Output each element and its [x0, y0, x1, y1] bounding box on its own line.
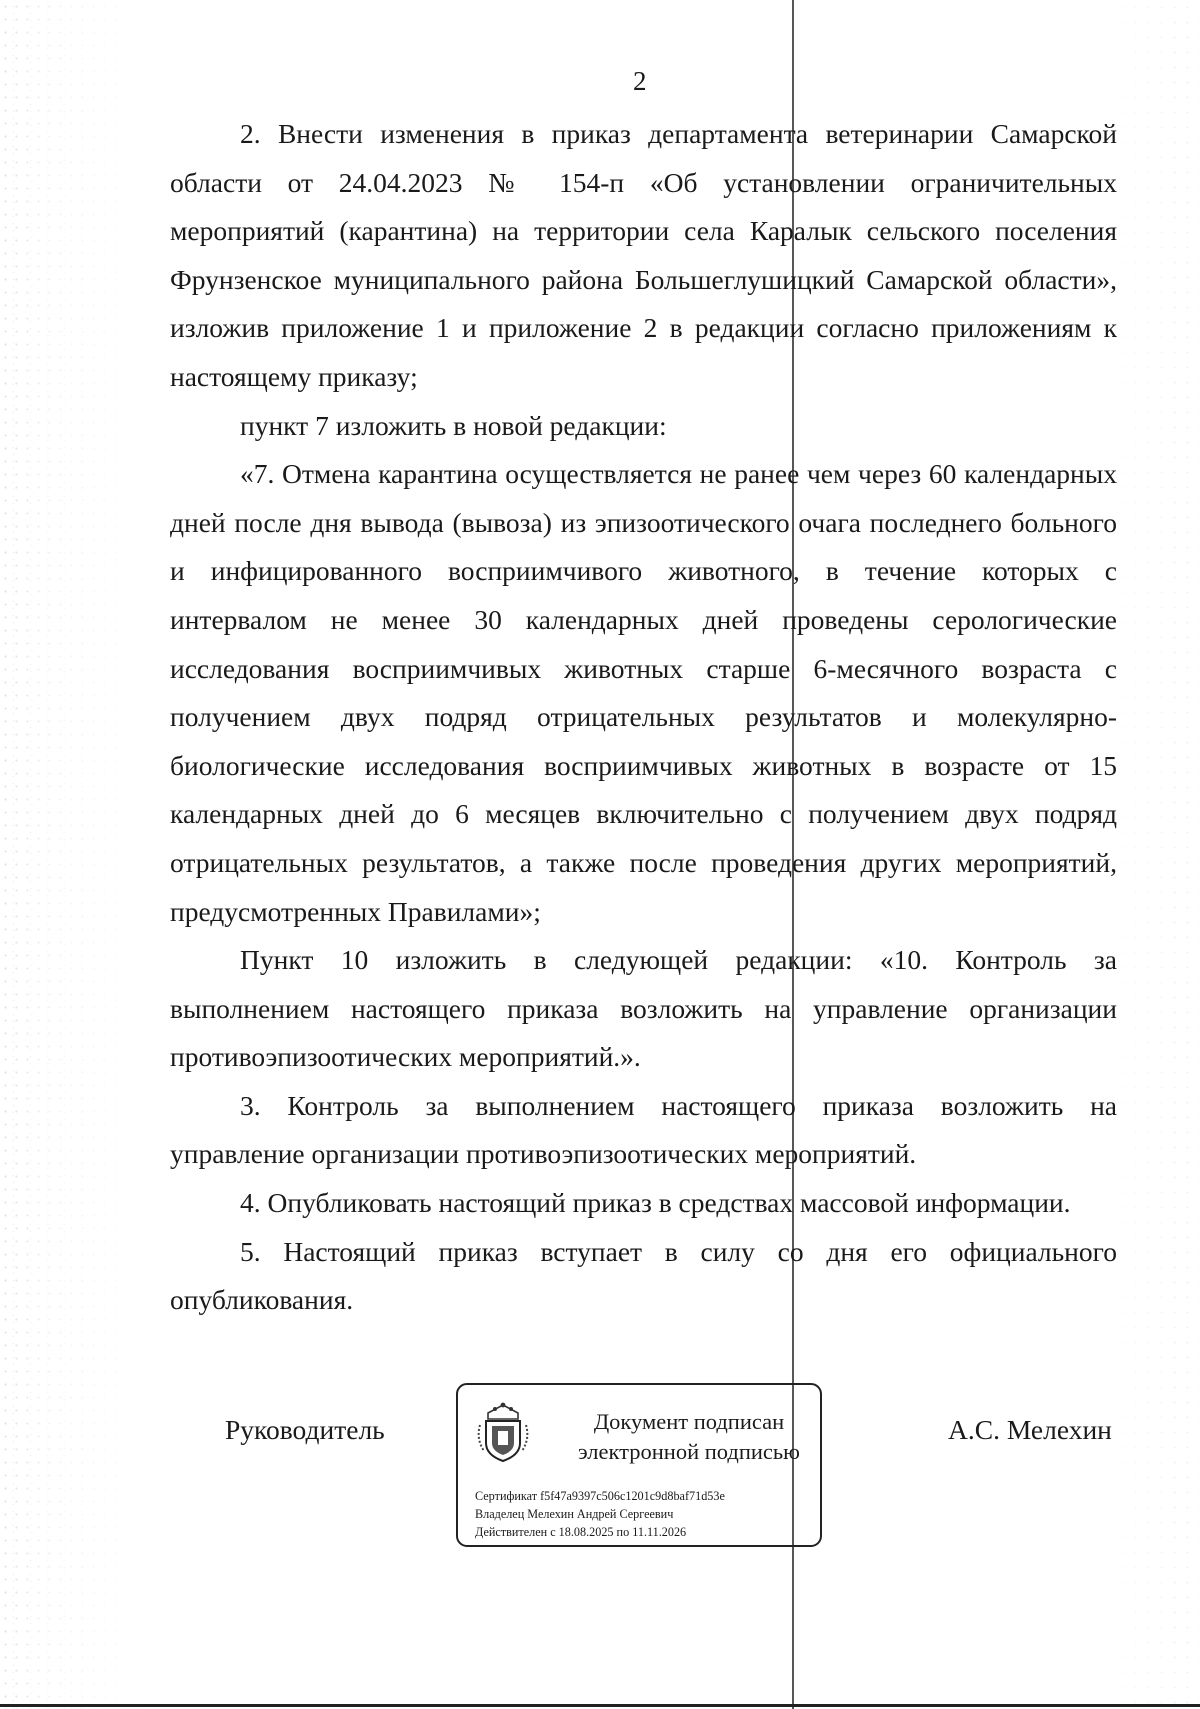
scan-bottom-edge — [0, 1704, 1200, 1707]
coat-of-arms-icon — [476, 1399, 530, 1465]
page-number: 2 — [633, 66, 647, 96]
stamp-details — [475, 1487, 815, 1541]
stamp-title-line2: электронной подписью — [578, 1439, 800, 1464]
stamp-validity: Действителен с 18.08.2025 по 11.11.2026 — [475, 1525, 687, 1539]
signer-name: А.С. Мелехин — [948, 1414, 1112, 1445]
signature-block — [0, 1380, 1200, 1550]
stamp-owner: Владелец Мелехин Андрей Сергеевич — [475, 1507, 674, 1521]
stamp-certificate: Сертификат f5f47a9397c506c1201c9d8baf71d53e — [475, 1489, 725, 1503]
paragraph-item-3: 3. Контроль за выполнением настоящего приказа возложить на управление организации противоэпизоотических мероприятий. — [170, 1089, 1117, 1170]
paragraph-point-7-intro: пункт 7 изложить в новой редакции: — [240, 409, 667, 441]
stamp-title — [554, 1407, 824, 1467]
document-body — [170, 110, 1117, 1325]
paragraph-point-7-text: «7. Отмена карантина осуществляется не ранее чем через 60 календарных дней после дня вывода (вывоза) из эпизоотического очага последнего больного и инфицированного восприимчивого животного, в течение которых с интервалом не менее 30 календарных дней проведены серологические исследования восприимчивых животных старше 6-месячного возраста с получением двух подряд отрицательных результатов и молекулярно-биологические исследования восприимчивых животных в возрасте от 15 календарных дней до 6 месяцев включительно с получением двух подряд отрицательных результатов, а также после проведения других мероприятий, предусмотренных Правилами»; — [170, 458, 1117, 927]
electronic-signature-stamp — [456, 1383, 822, 1547]
signer-role: Руководитель — [225, 1414, 385, 1445]
paragraph-point-10: Пункт 10 изложить в следующей редакции: «10. Контроль за выполнением настоящего приказа возложить на управление организации противоэпизоотических мероприятий.». — [170, 944, 1117, 1073]
paragraph-item-2: 2. Внести изменения в приказ департамента ветеринарии Самарской области от 24.04.2023 № 154-п «Об установлении ограничительных мероприятий (карантина) на территории села Каралык сельского поселения Фрунзенское муниципального района Большеглушицкий Самарской области», изложив приложение 1 и приложение 2 в редакции согласно приложениям к настоящему приказу; — [170, 118, 1117, 392]
stamp-title-line1: Документ подписан — [593, 1409, 785, 1434]
paragraph-item-5: 5. Настоящий приказ вступает в силу со дня его официального опубликования. — [170, 1235, 1117, 1316]
paragraph-item-4: 4. Опубликовать настоящий приказ в средствах массовой информации. — [240, 1187, 1071, 1219]
